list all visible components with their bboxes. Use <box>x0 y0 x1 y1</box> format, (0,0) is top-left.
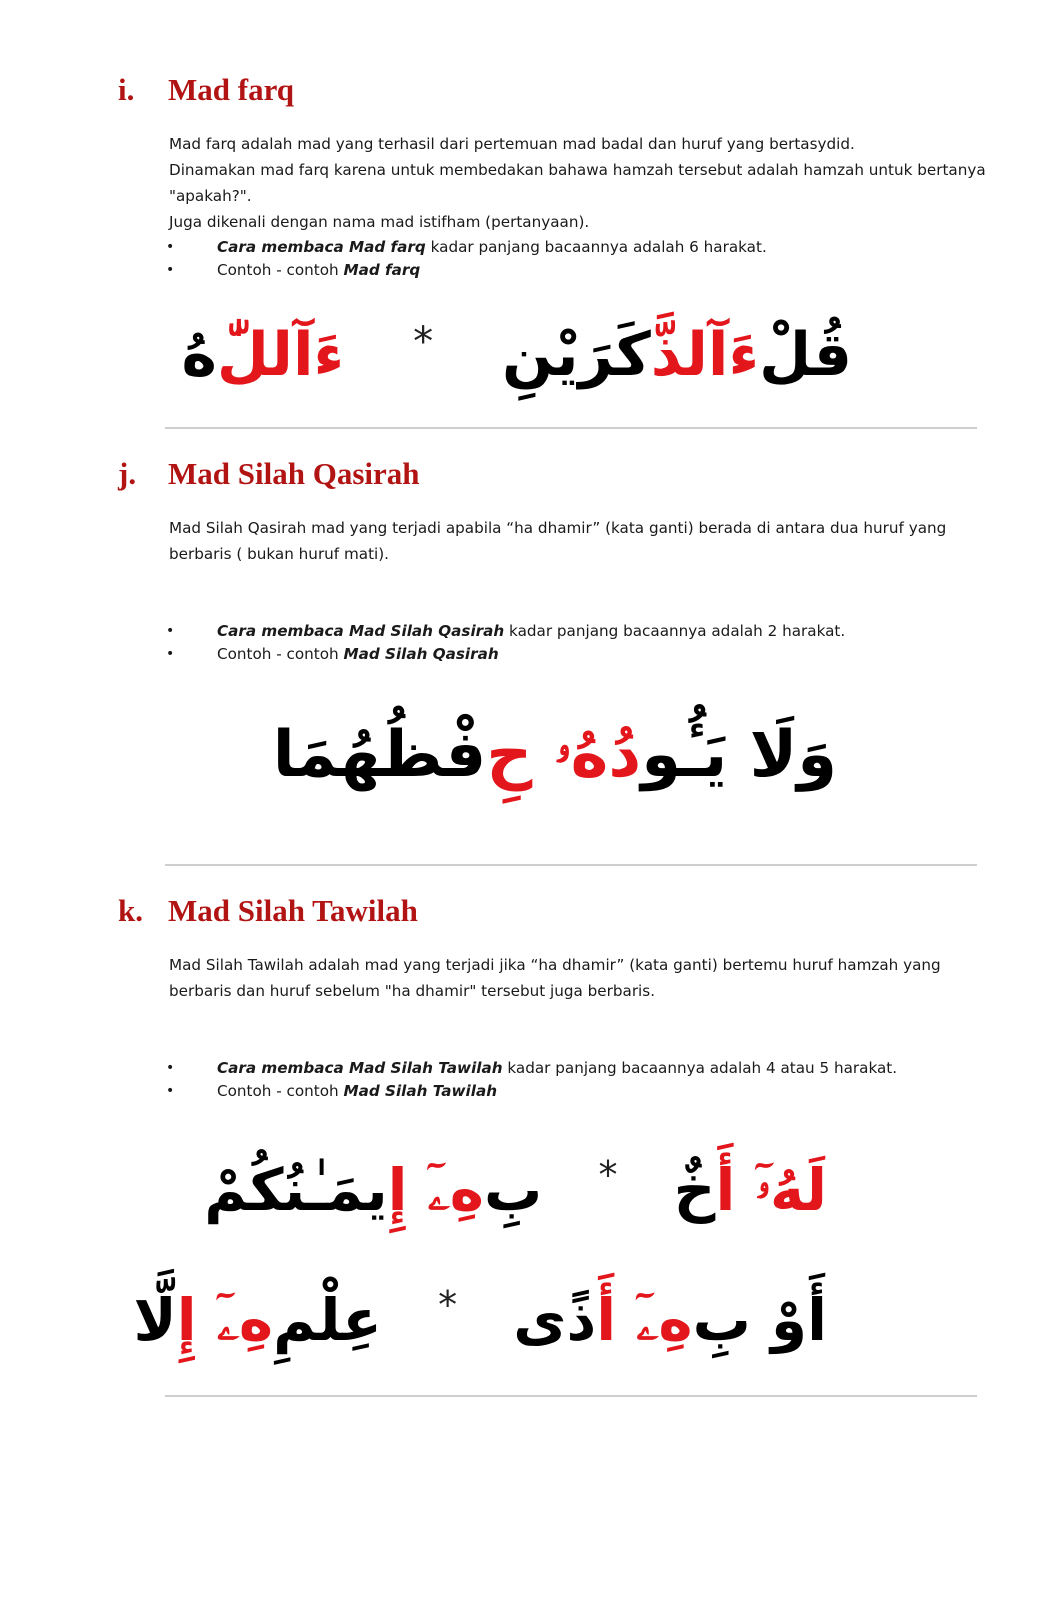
arabic-word: بِهِۦٓ إِيمَـٰنُكُمْ <box>204 1156 543 1224</box>
paragraph: Mad Silah Tawilah adalah mad yang terjadi jika “ha dhamir” (kata ganti) bertemu huruf hamzah yang berbaris dan huruf sebelum "ha dhamir" tersebut juga berbaris. <box>169 956 941 1000</box>
bullet-bold-text: Cara membaca Mad farq <box>217 238 426 256</box>
paragraph: Dinamakan mad farq karena untuk membedakan bahawa hamzah tersebut adalah hamzah untuk bertanya "apakah?". <box>169 161 986 205</box>
paragraph: Mad farq adalah mad yang terhasil dari pertemuan mad badal dan huruf yang bertasydid. <box>169 135 855 153</box>
section-divider <box>165 1395 977 1397</box>
bullet-text: kadar panjang bacaannya adalah 4 atau 5 harakat. <box>502 1059 898 1077</box>
arabic-example-line <box>181 292 852 405</box>
arabic-word: أَوْ بِهِۦٓ أَذًى <box>513 1286 827 1354</box>
bullet-bold-text: Mad Silah Qasirah <box>343 645 499 663</box>
bullet-item-contoh <box>169 259 767 282</box>
asterisk-separator: * <box>598 1153 618 1197</box>
section-heading <box>118 72 294 108</box>
section-title: Mad Silah Qasirah <box>168 456 420 491</box>
bullet-text: kadar panjang bacaannya adalah 2 harakat. <box>504 622 846 640</box>
arabic-word: وَلَا يَـُٔودُهُۥ حِفْظُهُمَا <box>272 718 837 792</box>
bullet-text: kadar panjang bacaannya adalah 6 harakat. <box>425 238 767 256</box>
arabic-word: لَهُۥٓ أَخٌ <box>673 1156 827 1224</box>
bullet-list <box>169 236 767 282</box>
section-divider <box>165 864 977 866</box>
bullet-item-cara-membaca <box>169 236 767 259</box>
section-divider <box>165 427 977 429</box>
section-letter: k. <box>118 893 143 928</box>
section-letter: i. <box>118 72 135 107</box>
section-heading <box>118 893 418 929</box>
asterisk-separator: * <box>438 1283 458 1327</box>
section-heading <box>118 456 420 492</box>
bullet-text: Contoh - contoh <box>217 1082 344 1100</box>
section-description <box>169 131 999 235</box>
bullet-bold-text: Cara membaca Mad Silah Tawilah <box>217 1059 503 1077</box>
section-description <box>169 952 999 1004</box>
bullet-list <box>169 620 845 666</box>
asterisk-separator: * <box>413 319 434 365</box>
section-description <box>169 515 999 567</box>
arabic-word: ءَآللّٰهُ <box>181 320 345 390</box>
bullet-text: Contoh - contoh <box>217 645 344 663</box>
bullet-text: Contoh - contoh <box>217 261 344 279</box>
arabic-word: عِلْمِهِۦٓ إِلَّا <box>133 1286 382 1354</box>
arabic-word: قُلْءَآلذَّكَرَيْنِ <box>501 320 852 390</box>
bullet-bold-text: Mad Silah Tawilah <box>343 1082 498 1100</box>
bullet-item-contoh <box>169 643 845 666</box>
arabic-example-line <box>204 1120 827 1245</box>
paragraph: Mad Silah Qasirah mad yang terjadi apabila “ha dhamir” (kata ganti) berada di antara dua huruf yang berbaris ( bukan huruf mati). <box>169 519 947 563</box>
bullet-list <box>169 1057 897 1103</box>
bullet-item-cara-membaca <box>169 1057 897 1080</box>
bullet-bold-text: Cara membaca Mad Silah Qasirah <box>217 622 505 640</box>
paragraph: Juga dikenali dengan nama mad istifham (pertanyaan). <box>169 213 590 231</box>
section-letter: j. <box>118 456 137 491</box>
bullet-item-contoh <box>169 1080 897 1103</box>
section-title: Mad Silah Tawilah <box>168 893 418 928</box>
section-title: Mad farq <box>168 72 295 107</box>
arabic-example-line <box>273 700 837 810</box>
bullet-bold-text: Mad farq <box>343 261 421 279</box>
arabic-example-line <box>134 1250 827 1375</box>
bullet-item-cara-membaca <box>169 620 845 643</box>
